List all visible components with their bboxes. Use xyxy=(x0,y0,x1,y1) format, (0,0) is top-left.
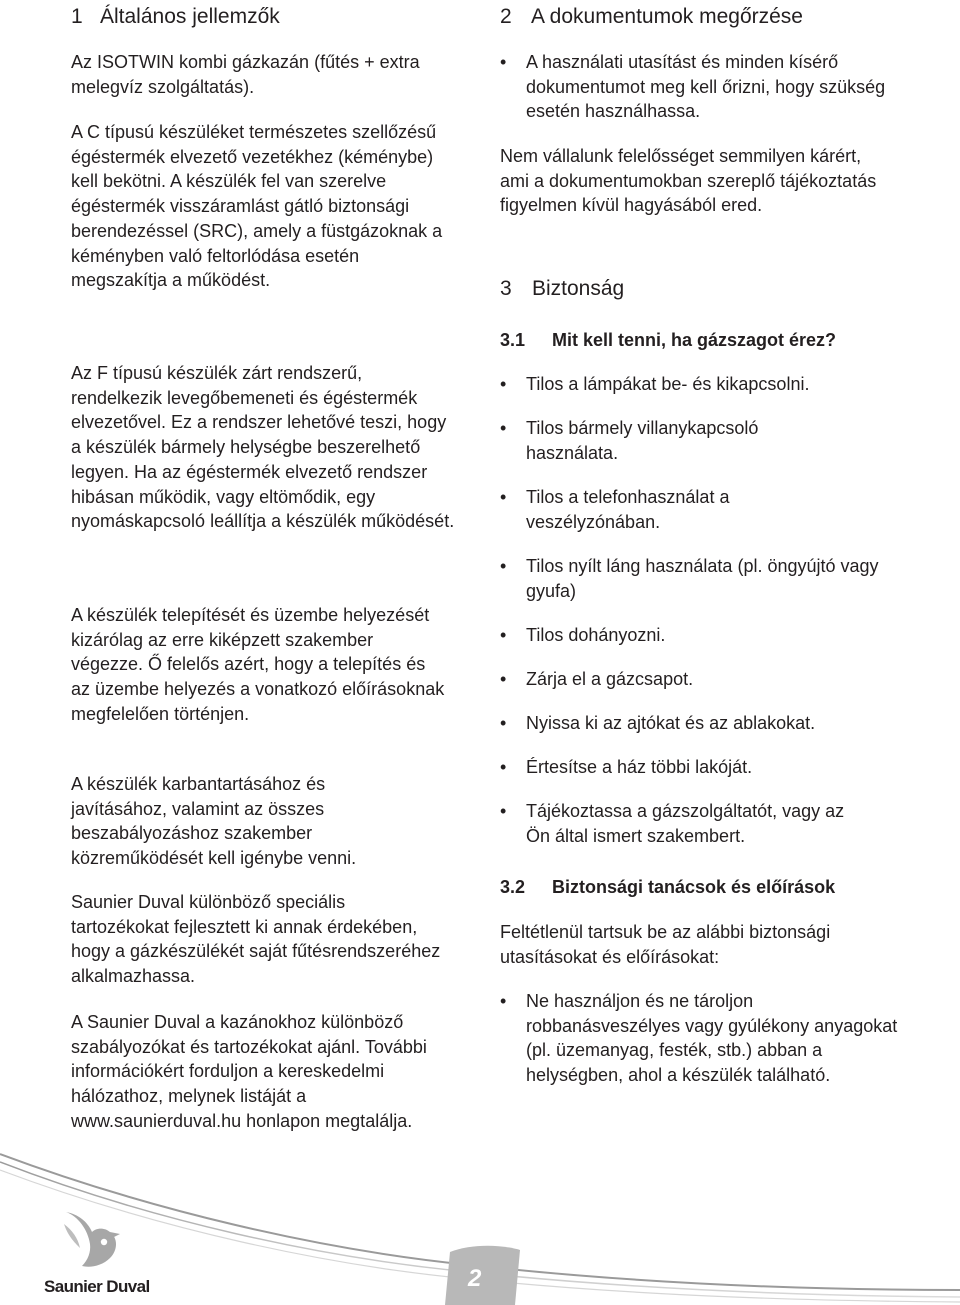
list-item: • Tilos nyílt láng használata (pl. öngyújtó vagy gyufa) xyxy=(500,554,920,623)
list-item: • Ne használjon és ne tároljon robbanásveszélyes vagy gyúlékony anyagokat (pl. üzemanyag, festék, stb.) abban a helységben, ahol a készülék található. xyxy=(500,989,900,1088)
section-1-title: Általános jellemzők xyxy=(100,5,280,28)
section-3-heading xyxy=(500,277,624,301)
section-2-number: 2 xyxy=(500,5,512,28)
left-paragraph-2: A C típusú készüléket természetes szellőzésű égéstermék elvezető vezetékhez (kéménybe) kell bekötni. A készülék fel van szerelve égéstermék visszáramlást gátló biztonsági berendezéssel (SRC), amely a füstgázoknak a kéményben való feltorlódása esetén megszakítja a működést. xyxy=(71,122,443,291)
left-paragraph-7: A Saunier Duval a kazánokhoz különböző szabályozókat és tartozékokat ajánl. További információkért forduljon a kereskedelmi hálózathoz, melynek listáját a www.saunierduval.hu honlapon megtalálja. xyxy=(71,1012,427,1131)
list-item: • Zárja el a gázcsapot. xyxy=(500,667,920,711)
subsection-3-1-heading xyxy=(500,330,836,351)
list-item: • Tájékoztassa a gázszolgáltatót, vagy az Ön által ismert szakembert. xyxy=(500,799,920,868)
section-2-title: A dokumentumok megőrzése xyxy=(531,5,803,28)
subsection-3-2-heading xyxy=(500,877,835,898)
brand-logo-text: Saunier Duval xyxy=(44,1277,150,1296)
subsection-3-2-title: Biztonsági tanácsok és előírások xyxy=(552,877,836,897)
left-paragraph-5: A készülék karbantartásához és javításához, valamint az összes beszabályozáshoz szakember közreműködését kell igénybe venni. xyxy=(71,774,357,869)
section-2-bullet-list xyxy=(500,50,900,124)
section-3-number: 3 xyxy=(500,277,512,300)
list-item: • Értesítse a ház többi lakóját. xyxy=(500,755,920,799)
left-paragraph-1: Az ISOTWIN kombi gázkazán (fűtés + extra melegvíz szolgáltatás). xyxy=(71,52,420,97)
page-number: 2 xyxy=(468,1265,482,1292)
section-1-number: 1 xyxy=(71,5,83,28)
section-3-title: Biztonság xyxy=(532,277,625,300)
subsection-3-1-title: Mit kell tenni, ha gázszagot érez? xyxy=(552,330,837,350)
subsection-3-2-number: 3.2 xyxy=(500,877,526,897)
list-item: • Nyissa ki az ajtókat és az ablakokat. xyxy=(500,711,920,755)
list-item: • Tilos a telefonhasználat a veszélyzónában. xyxy=(500,485,920,554)
left-paragraph-4: A készülék telepítését és üzembe helyezését kizárólag az erre kiképzett szakember végezze. Ő felelős azért, hogy a telepítés és az üzembe helyezés a vonatkozó előírásoknak megfelelően történjen. xyxy=(71,605,445,724)
list-item: • Tilos bármely villanykapcsoló használata. xyxy=(500,416,920,485)
subsection-3-2-paragraph: Feltétlenül tartsuk be az alábbi biztonsági utasításokat és előírásokat: xyxy=(500,922,831,967)
section-2-paragraph: Nem vállalunk felelősséget semmilyen kárért, ami a dokumentumokban szereplő tájékoztatás figyelmen kívül hagyásából ered. xyxy=(500,146,877,216)
subsection-3-2-bullet-list xyxy=(500,989,900,1088)
subsection-3-1-bullet-list xyxy=(500,372,920,868)
list-item: • A használati utasítást és minden kísérő dokumentumot meg kell őrizni, hogy szükség esetén használhassa. xyxy=(500,50,900,124)
left-paragraph-6: Saunier Duval különböző speciális tartozékokat fejlesztett ki annak érdekében, hogy a gázkészülékét saját fűtésrendszeréhez alkalmazhassa. xyxy=(71,892,441,987)
section-1-heading xyxy=(71,5,280,29)
section-2-heading xyxy=(500,5,803,29)
left-paragraph-3: Az F típusú készülék zárt rendszerű, rendelkezik levegőbemeneti és égéstermék elvezetővel. Ez a rendszer lehetővé teszi, hogy a készülék bármely helységbe beszerelhető legyen. Ha az égéstermék elvezető rendszer hibásan működik, vagy eltömődik, egy nyomáskapcsoló leállítja a készülék működését. xyxy=(71,363,455,532)
page-number-badge xyxy=(445,1246,520,1305)
saunier-duval-bird-icon xyxy=(60,1208,122,1274)
list-item: • Tilos dohányozni. xyxy=(500,623,920,667)
list-item: • Tilos a lámpákat be- és kikapcsolni. xyxy=(500,372,920,416)
subsection-3-1-number: 3.1 xyxy=(500,330,526,350)
